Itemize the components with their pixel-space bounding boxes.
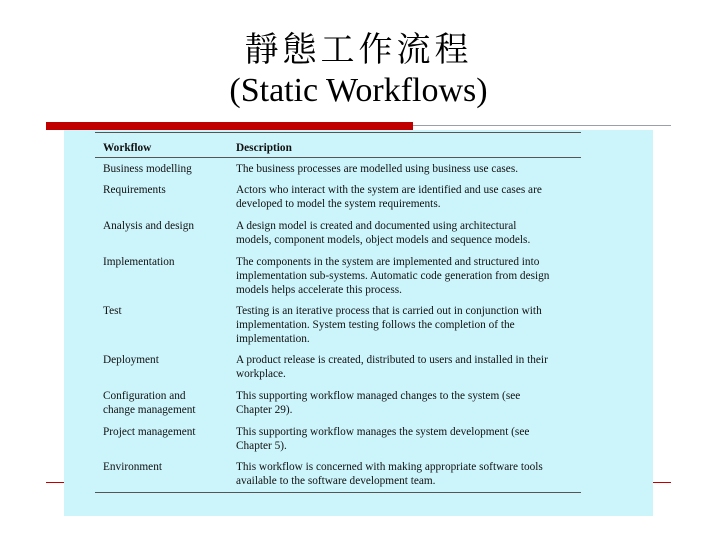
footer-divider-left <box>46 482 64 483</box>
table-top-rule <box>95 132 581 133</box>
workflow-description: A design model is created and documented using architectural <box>236 220 517 232</box>
column-header-description: Description <box>236 142 292 154</box>
table-bottom-rule <box>95 492 581 493</box>
title-accent-bar <box>46 122 413 130</box>
column-header-workflow: Workflow <box>103 142 152 154</box>
table-header-rule <box>95 157 581 158</box>
workflow-description: Testing is an iterative process that is carried out in conjunction with <box>236 305 542 317</box>
workflow-description: The business processes are modelled using business use cases. <box>236 163 519 175</box>
workflow-name: Environment <box>103 461 162 473</box>
workflow-name: Configuration and <box>103 390 186 402</box>
workflow-name: Business modelling <box>103 163 192 175</box>
workflow-description: This workflow is concerned with making appropriate software tools <box>236 461 543 473</box>
slide-title-english: (Static Workflows) <box>229 72 488 109</box>
workflow-name: Project management <box>103 426 196 438</box>
workflow-description: Chapter 29). <box>236 404 293 416</box>
workflow-description: A product release is created, distributed to users and installed in their <box>236 354 548 366</box>
workflow-description: The components in the system are implemented and structured into <box>236 256 540 268</box>
workflow-description: models helps accelerate this process. <box>236 284 402 296</box>
title-divider-line <box>413 125 671 126</box>
workflow-description: available to the software development team. <box>236 475 436 487</box>
workflow-name: change management <box>103 404 196 416</box>
workflow-description: implementation. <box>236 333 310 345</box>
workflow-description: implementation sub-systems. Automatic code generation from design <box>236 270 550 282</box>
workflow-description: Actors who interact with the system are identified and use cases are <box>236 184 542 196</box>
footer-divider-right <box>653 482 671 483</box>
workflow-description: models, component models, object models and sequence models. <box>236 234 531 246</box>
workflow-description: workplace. <box>236 368 286 380</box>
workflow-description: developed to model the system requirements. <box>236 198 441 210</box>
workflow-name: Analysis and design <box>103 220 194 232</box>
workflow-name: Implementation <box>103 256 175 268</box>
slide-title-chinese: 靜態工作流程 <box>244 30 473 70</box>
workflow-name: Deployment <box>103 354 159 366</box>
workflow-description: implementation. System testing follows the completion of the <box>236 319 515 331</box>
workflow-name: Requirements <box>103 184 166 196</box>
workflow-description: Chapter 5). <box>236 440 287 452</box>
workflow-description: This supporting workflow managed changes to the system (see <box>236 390 521 402</box>
workflow-description: This supporting workflow manages the system development (see <box>236 426 530 438</box>
workflow-name: Test <box>103 305 122 317</box>
